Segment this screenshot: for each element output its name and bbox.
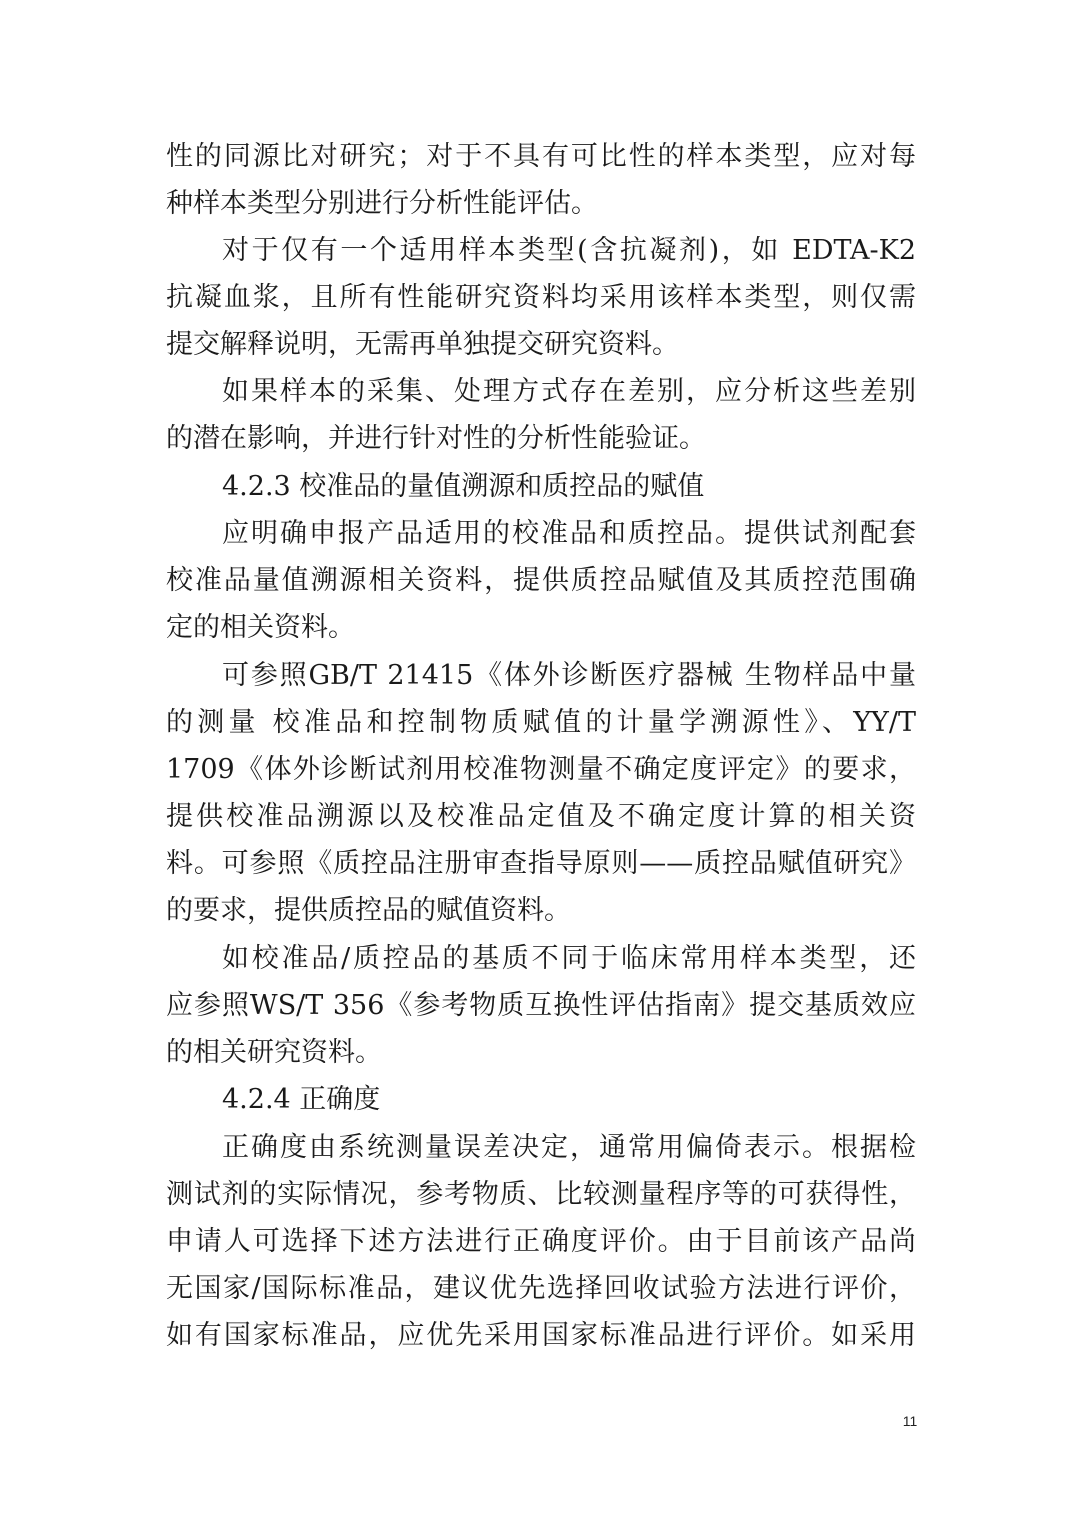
- text-line: 校准品量值溯源相关资料，提供质控品赋值及其质控范围确: [166, 565, 916, 596]
- text-line: 正确度由系统测量误差决定，通常用偏倚表示。根据检: [222, 1132, 916, 1163]
- text-line: 申请人可选择下述方法进行正确度评价。由于目前该产品尚: [166, 1226, 916, 1257]
- text-line: 提交解释说明，无需再单独提交研究资料。: [166, 329, 679, 360]
- text-line: 无国家/国际标准品，建议优先选择回收试验方法进行评价，: [166, 1273, 916, 1304]
- text-line: 的测量 校准品和控制物质赋值的计量学溯源性》、YY/T: [166, 707, 916, 738]
- text-line: 对于仅有一个适用样本类型(含抗凝剂)，如 EDTA-K2: [222, 235, 916, 266]
- text-line: 提供校准品溯源以及校准品定值及不确定度计算的相关资: [166, 801, 916, 832]
- text-line: 的要求，提供质控品的赋值资料。: [166, 895, 571, 926]
- page-number: 11: [902, 1413, 918, 1429]
- text-line: 抗凝血浆，且所有性能研究资料均采用该样本类型，则仅需: [166, 282, 916, 313]
- text-line: 如校准品/质控品的基质不同于临床常用样本类型，还: [222, 943, 916, 974]
- section-heading: 4.2.4 正确度: [222, 1084, 381, 1115]
- text-line: 定的相关资料。: [166, 612, 355, 643]
- text-line: 应参照WS/T 356《参考物质互换性评估指南》提交基质效应: [166, 990, 916, 1021]
- text-line: 的潜在影响，并进行针对性的分析性能验证。: [166, 423, 706, 454]
- text-line: 的相关研究资料。: [166, 1037, 382, 1068]
- text-line: 性的同源比对研究；对于不具有可比性的样本类型，应对每: [166, 141, 916, 172]
- text-line: 可参照GB/T 21415《体外诊断医疗器械 生物样品中量: [222, 660, 916, 691]
- text-line: 种样本类型分别进行分析性能评估。: [166, 188, 598, 219]
- text-line: 1709《体外诊断试剂用校准物测量不确定度评定》的要求，: [166, 754, 916, 785]
- section-heading: 4.2.3 校准品的量值溯源和质控品的赋值: [222, 471, 705, 502]
- text-line: 如有国家标准品，应优先采用国家标准品进行评价。如采用: [166, 1320, 916, 1351]
- text-line: 测试剂的实际情况，参考物质、比较测量程序等的可获得性，: [166, 1179, 916, 1210]
- text-line: 应明确申报产品适用的校准品和质控品。提供试剂配套: [222, 518, 916, 549]
- text-line: 如果样本的采集、处理方式存在差别，应分析这些差别: [222, 376, 916, 407]
- text-line: 料。可参照《质控品注册审查指导原则——质控品赋值研究》: [166, 848, 916, 879]
